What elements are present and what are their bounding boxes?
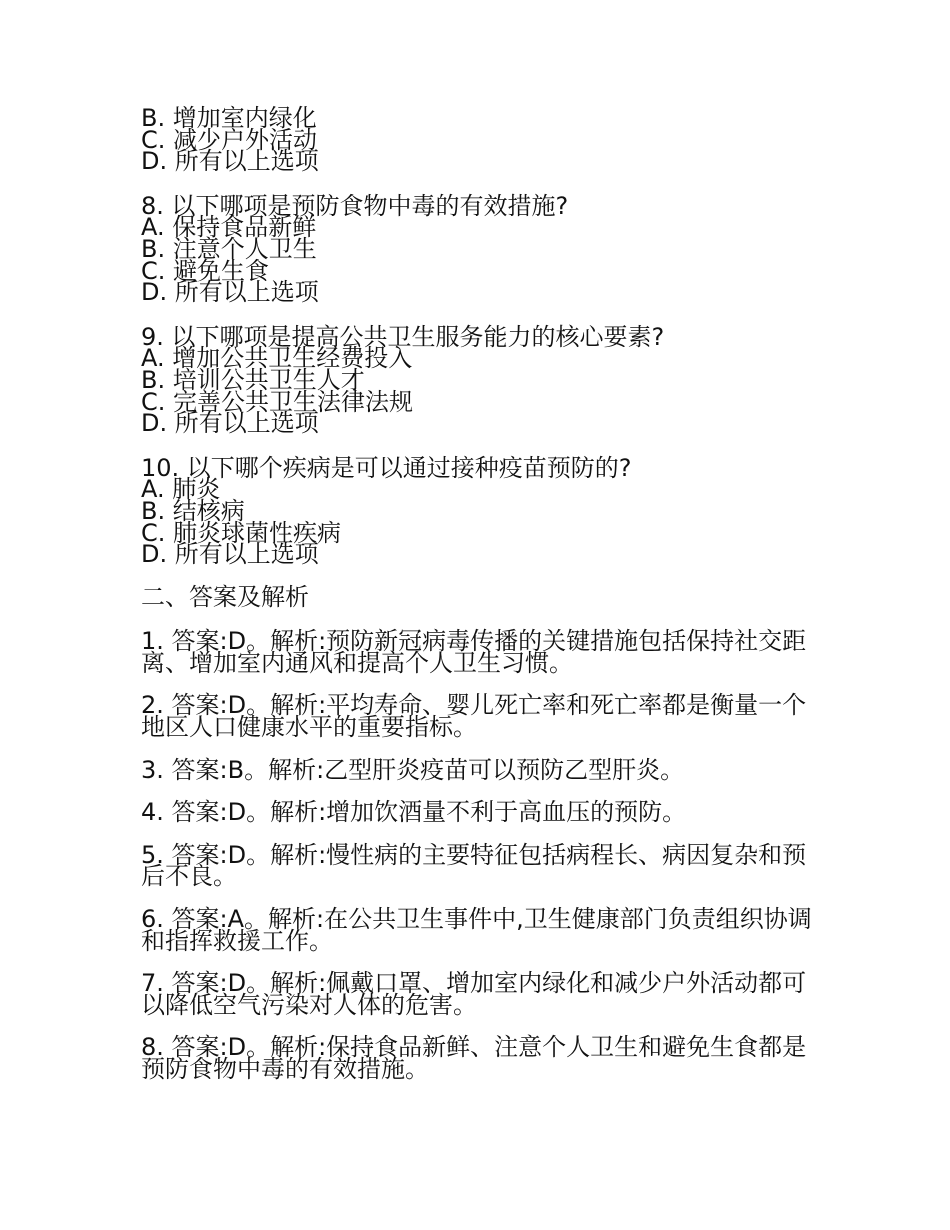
- answer-item: 3. 答案:B。解析:乙型肝炎疫苗可以预防乙型肝炎。: [141, 755, 685, 784]
- section-heading: 二、答案及解析: [141, 582, 309, 611]
- option-line: B. 增加室内绿化: [141, 104, 317, 132]
- answer-item: 5. 答案:D。解析:慢性病的主要特征包括病程长、病因复杂和预后不良。: [141, 840, 807, 891]
- answer-item: 2. 答案:D。解析:平均寿命、婴儿死亡率和死亡率都是衡量一个地区人口健康水平的重要指标。: [141, 691, 807, 742]
- question-10: [141, 453, 821, 569]
- option-line: D. 所有以上选项: [141, 409, 319, 438]
- option-line: D. 所有以上选项: [141, 147, 319, 176]
- option-line: A. 保持食品新鲜: [141, 213, 317, 242]
- question-8: [141, 191, 821, 307]
- option-line: B. 注意个人卫生: [141, 234, 317, 263]
- option-line: C. 完善公共卫生法律法规: [141, 387, 414, 416]
- document-page: [141, 104, 821, 1083]
- answer-item: 8. 答案:D。解析:保持食品新鲜、注意个人卫生和避免生食都是预防食物中毒的有效措施。: [141, 1033, 807, 1083]
- option-line: D. 所有以上选项: [141, 540, 319, 569]
- question-stem: 9. 以下哪项是提高公共卫生服务能力的核心要素?: [141, 322, 665, 351]
- option-line: C. 减少户外活动: [141, 125, 318, 154]
- question-9: [141, 322, 821, 438]
- answer-item: 4. 答案:D。解析:增加饮酒量不利于高血压的预防。: [141, 798, 687, 827]
- question-stem: 10. 以下哪个疾病是可以通过接种疫苗预防的?: [141, 453, 632, 482]
- option-line: C. 避免生食: [141, 256, 270, 285]
- answer-item: 1. 答案:D。解析:预防新冠病毒传播的关键措施包括保持社交距离、增加室内通风和提高个人卫生习惯。: [141, 627, 807, 677]
- option-line: A. 增加公共卫生经费投入: [141, 344, 413, 373]
- answer-item: 7. 答案:D。解析:佩戴口罩、增加室内绿化和减少户外活动都可以降低空气污染对人体的危害。: [141, 969, 807, 1019]
- option-line: B. 结核病: [141, 496, 245, 525]
- option-line: D. 所有以上选项: [141, 278, 319, 307]
- option-line: A. 肺炎: [141, 475, 221, 504]
- answers-list: [141, 627, 821, 1083]
- answer-item: 6. 答案:A。解析:在公共卫生事件中,卫生健康部门负责组织协调和指挥救援工作。: [141, 905, 812, 955]
- question-stem: 8. 以下哪项是预防食物中毒的有效措施?: [141, 191, 569, 220]
- option-line: B. 培训公共卫生人才: [141, 365, 365, 394]
- option-line: C. 肺炎球菌性疾病: [141, 518, 342, 547]
- question-7-tail: [141, 104, 821, 176]
